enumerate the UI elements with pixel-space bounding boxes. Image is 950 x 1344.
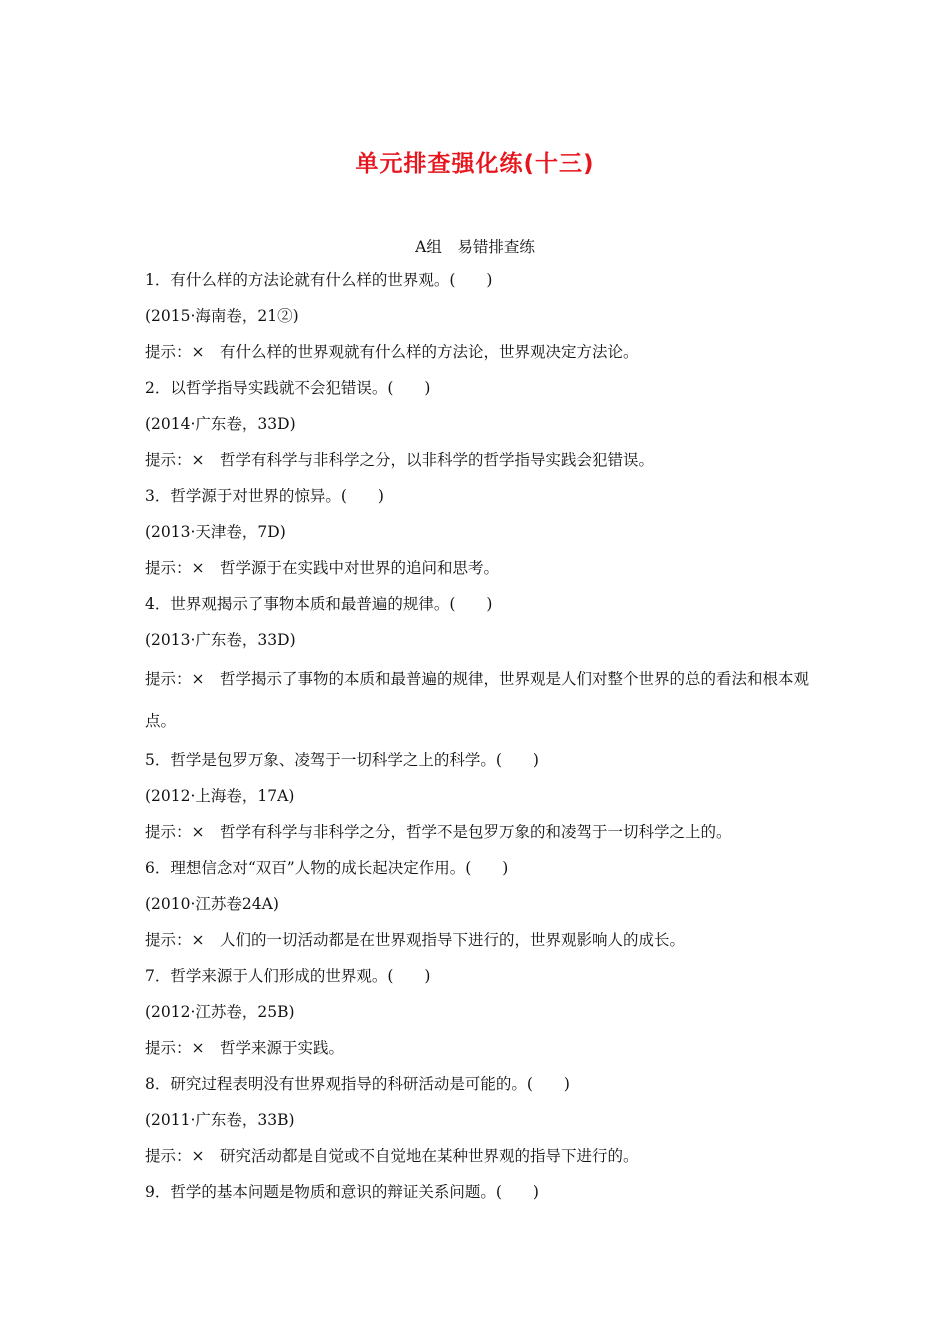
question-7: 7．哲学来源于人们形成的世界观。( ) [145,967,431,985]
hint-1: 提示：× 有什么样的世界观就有什么样的方法论，世界观决定方法论。 [145,343,639,361]
source-4: (2013·广东卷，33D) [145,631,296,649]
question-6: 6．理想信念对“双百”人物的成长起决定作用。( ) [145,859,509,877]
question-4: 4．世界观揭示了事物本质和最普遍的规律。( ) [145,595,493,613]
question-5: 5．哲学是包罗万象、凌驾于一切科学之上的科学。( ) [145,751,539,769]
hint-5: 提示：× 哲学有科学与非科学之分，哲学不是包罗万象的和凌驾于一切科学之上的。 [145,823,732,841]
source-8: (2011·广东卷，33B) [145,1111,295,1129]
hint-3: 提示：× 哲学源于在实践中对世界的追问和思考。 [145,559,499,577]
question-2: 2．以哲学指导实践就不会犯错误。( ) [145,379,431,397]
source-1: (2015·海南卷，21②) [145,307,299,325]
source-7: (2012·江苏卷，25B) [145,1003,295,1021]
hint-8: 提示：× 研究活动都是自觉或不自觉地在某种世界观的指导下进行的。 [145,1147,639,1165]
page-title: 单元排查强化练(十三) [355,151,595,177]
hint-2: 提示：× 哲学有科学与非科学之分，以非科学的哲学指导实践会犯错误。 [145,451,654,469]
section-title: A组 易错排查练 [415,238,535,256]
question-1: 1．有什么样的方法论就有什么样的世界观。( ) [145,271,493,289]
source-5: (2012·上海卷，17A) [145,787,295,805]
hint-6: 提示：× 人们的一切活动都是在世界观指导下进行的，世界观影响人的成长。 [145,931,685,949]
hint-7: 提示：× 哲学来源于实践。 [145,1039,344,1057]
question-8: 8．研究过程表明没有世界观指导的科研活动是可能的。( ) [145,1075,570,1093]
source-6: (2010·江苏卷24A) [145,895,279,913]
question-3: 3．哲学源于对世界的惊异。( ) [145,487,384,505]
source-2: (2014·广东卷，33D) [145,415,296,433]
source-3: (2013·天津卷，7D) [145,523,286,541]
question-9: 9．哲学的基本问题是物质和意识的辩证关系问题。( ) [145,1183,539,1201]
hint-4: 提示：× 哲学揭示了事物的本质和最普遍的规律，世界观是人们对整个世界的总的看法和根本观点。 [145,670,809,730]
question-list [145,262,815,1210]
